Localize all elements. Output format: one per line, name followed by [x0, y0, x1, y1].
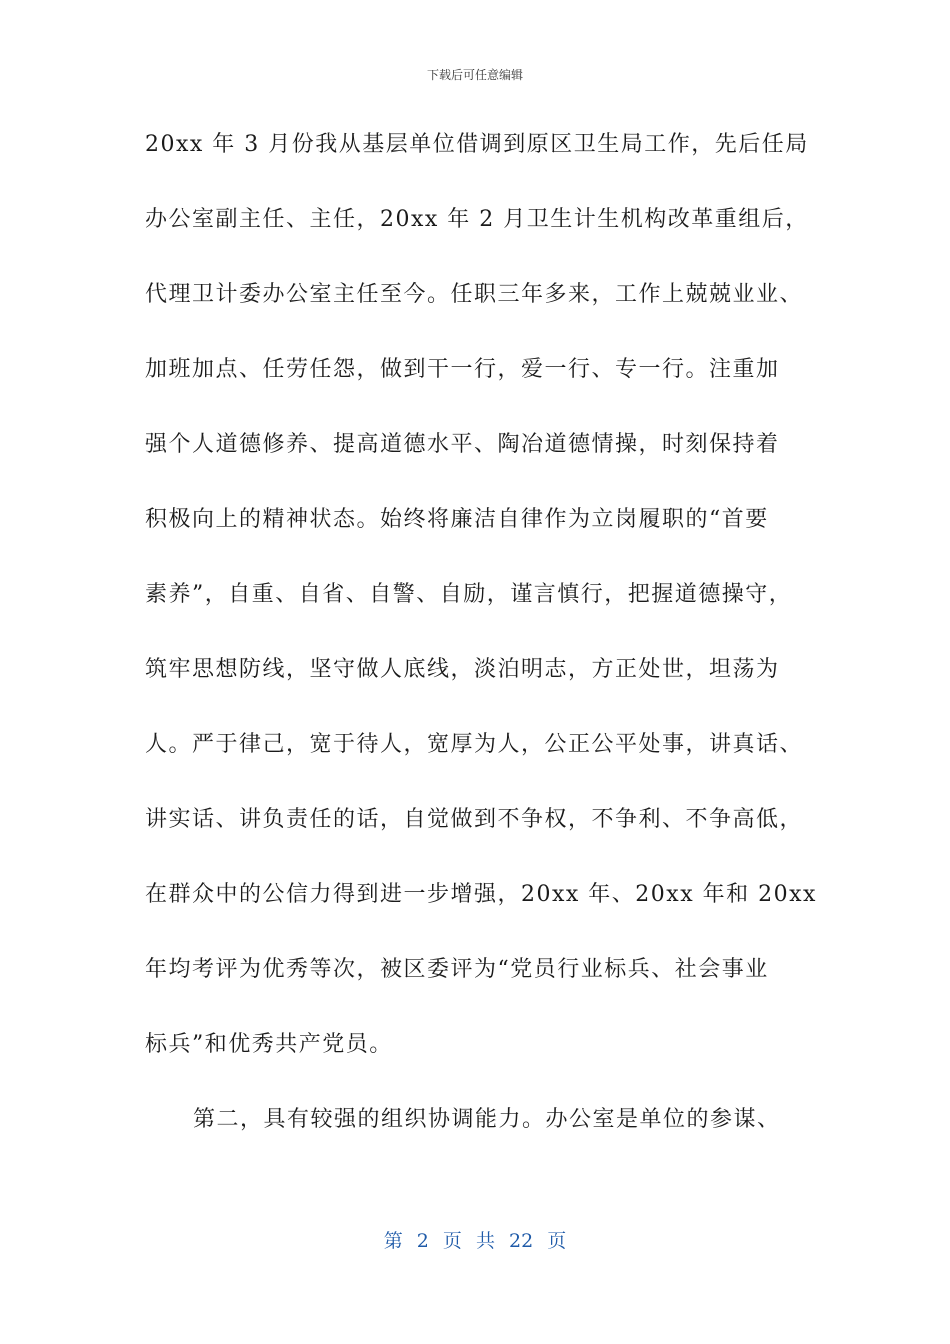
text-line: 标兵”和优秀共产党员。 [145, 1032, 393, 1057]
text-line: 筑牢思想防线，坚守做人底线，淡泊明志，方正处世，坦荡为 [145, 657, 780, 682]
paragraph-start-line: 第二，具有较强的组织协调能力。办公室是单位的参谋、 [193, 1107, 781, 1132]
document-body [145, 122, 817, 1172]
text-line: 讲实话、讲负责任的话，自觉做到不争权，不争利、不争高低， [145, 807, 804, 832]
text-line: 年均考评为优秀等次，被区委评为“党员行业标兵、社会事业 [145, 957, 769, 982]
text-line: 人。严于律己，宽于待人，宽厚为人，公正公平处事，讲真话、 [145, 732, 804, 757]
text-line: 20xx 年 3 月份我从基层单位借调到原区卫生局工作，先后任局 [145, 132, 809, 157]
text-line: 积极向上的精神状态。始终将廉洁自律作为立岗履职的“首要 [145, 507, 769, 532]
text-line: 在群众中的公信力得到进一步增强，20xx 年、20xx 年和 20xx [145, 882, 817, 907]
text-line: 强个人道德修养、提高道德水平、陶冶道德情操，时刻保持着 [145, 432, 780, 457]
text-line: 加班加点、任劳任怨，做到干一行，爱一行、专一行。注重加 [145, 357, 780, 382]
text-line: 办公室副主任、主任，20xx 年 2 月卫生计生机构改革重组后， [145, 207, 809, 232]
text-line: 素养”，自重、自省、自警、自励，谨言慎行，把握道德操守， [145, 582, 793, 607]
page-number-footer: 第 2 页 共 22 页 [383, 1230, 567, 1252]
text-line: 代理卫计委办公室主任至今。任职三年多来，工作上兢兢业业、 [145, 282, 804, 307]
page-header: 下载后可任意编辑 [426, 68, 523, 82]
